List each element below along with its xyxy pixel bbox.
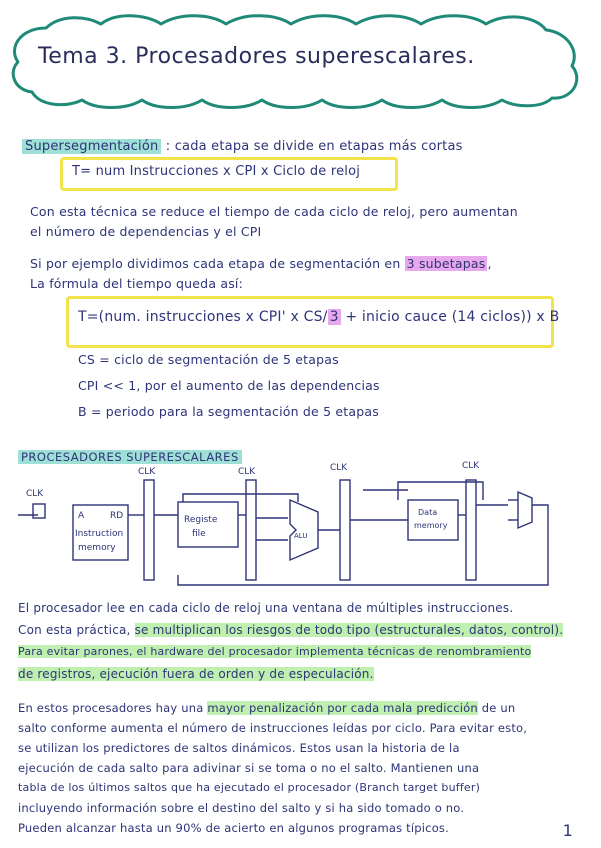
paragraph-line: ejecución de cada salto para adivinar si se toma o no el salto. Mantienen una xyxy=(18,761,480,775)
paragraph-line: incluyendo información sobre el destino del salto y si ha sido tomado o no. xyxy=(18,801,465,815)
paragraph-line: Pueden alcanzar hasta un 90% de acierto en algunos programas típicos. xyxy=(18,821,449,835)
rf-label-file: file xyxy=(192,529,206,539)
page-number: 1 xyxy=(562,821,573,840)
formula-2 xyxy=(78,309,559,325)
text-run: Si por ejemplo dividimos cada etapa de segmentación en xyxy=(30,256,401,271)
definition-b: B = periodo para la segmentación de 5 etapas xyxy=(78,404,379,419)
supersegmentation-line xyxy=(22,139,463,154)
section-heading-supersegmentation: Supersegmentación xyxy=(22,139,161,154)
text-run: T=(num. instrucciones x CPI' x CS/ xyxy=(78,309,328,325)
text-run: , xyxy=(487,256,492,271)
highlight-penalizacion: mayor penalización por cada mala predicción xyxy=(207,701,478,715)
definition-cpi: CPI << 1, por el aumento de las dependencias xyxy=(78,378,380,393)
text-run: de un xyxy=(477,701,516,715)
clk-label: CLK xyxy=(330,463,348,473)
rf-label-registe: Registe xyxy=(184,515,218,525)
paragraph-line xyxy=(18,701,515,715)
dm-label-data: Data xyxy=(418,508,438,517)
im-label-a: A xyxy=(78,511,85,521)
supersegmentation-intro: : cada etapa se divide en etapas más cortas xyxy=(165,139,463,154)
clk-label: CLK xyxy=(26,489,44,499)
paragraph-line: salto conforme aumenta el número de instrucciones leídas por ciclo. Para evitar esto, xyxy=(18,721,528,735)
im-label-instruction: Instruction xyxy=(75,529,124,539)
im-label-rd: RD xyxy=(110,511,124,521)
highlight-registros: de registros, ejecución fuera de orden y de especulación. xyxy=(18,667,374,681)
paragraph-line: Con esta técnica se reduce el tiempo de cada ciclo de reloj, pero aumentan xyxy=(30,204,518,219)
highlight-parones: Para evitar parones, el hardware del procesador implementa técnicas de renombramiento xyxy=(18,645,532,658)
im-label-memory: memory xyxy=(78,543,116,553)
clk-label: CLK xyxy=(138,467,156,477)
paragraph-line xyxy=(18,645,531,658)
formula-1: T= num Instrucciones x CPI x Ciclo de reloj xyxy=(72,164,361,179)
highlight-subetapas: 3 subetapas xyxy=(406,256,486,271)
paragraph-line xyxy=(18,667,374,681)
paragraph-line: El procesador lee en cada ciclo de reloj una ventana de múltiples instrucciones. xyxy=(18,601,514,615)
highlight-three: 3 xyxy=(329,309,339,325)
paragraph-line xyxy=(18,623,563,637)
dm-label-memory: memory xyxy=(414,521,448,530)
page-title: Tema 3. Procesadores superescalares. xyxy=(38,44,475,69)
clk-label: CLK xyxy=(462,461,480,471)
paragraph-line: La fórmula del tiempo queda así: xyxy=(30,276,244,291)
alu-label: ALU xyxy=(294,532,308,540)
text-run: + inicio cauce (14 ciclos)) x B xyxy=(340,309,560,325)
text-run: Con esta práctica, xyxy=(18,623,135,637)
highlight-riesgos: se multiplican los riesgos de todo tipo (estructurales, datos, control). xyxy=(134,623,564,637)
clk-label: CLK xyxy=(238,467,256,477)
section-heading-superscalar: PROCESADORES SUPERESCALARES xyxy=(18,450,242,464)
definition-cs: CS = ciclo de segmentación de 5 etapas xyxy=(78,352,339,367)
paragraph-line: el número de dependencias y el CPI xyxy=(30,224,262,239)
text-run: En estos procesadores hay una xyxy=(18,701,208,715)
pipeline-diagram xyxy=(18,460,558,590)
paragraph-line: tabla de los últimos saltos que ha ejecutado el procesador (Branch target buffer) xyxy=(18,781,481,794)
paragraph-line xyxy=(30,256,492,271)
paragraph-line: se utilizan los predictores de saltos dinámicos. Estos usan la historia de la xyxy=(18,741,460,755)
